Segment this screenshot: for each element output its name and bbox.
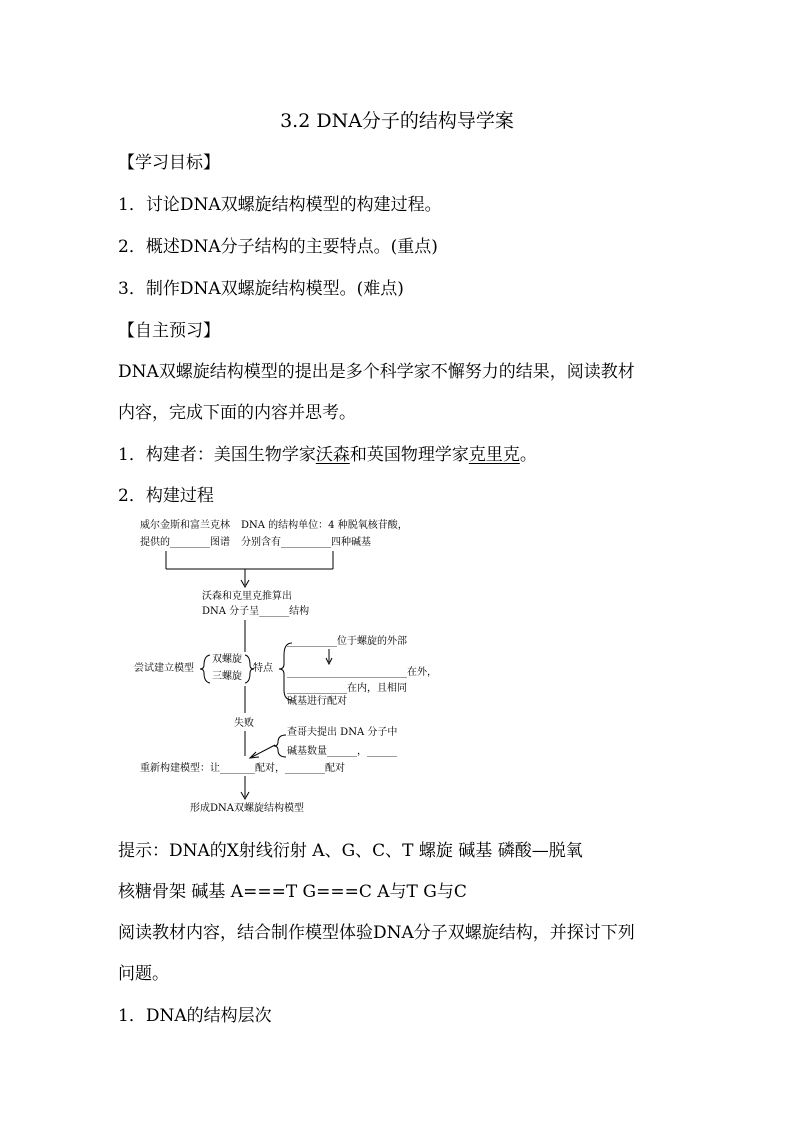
try-model-label: 尝试建立模型 xyxy=(134,663,194,674)
feature-3: ____________在内，且相同 xyxy=(287,683,407,694)
preview-heading: 【自主预习】 xyxy=(118,321,220,341)
hint-line2: 核糖骨架 碱基 A===T G===C A与T G与C xyxy=(118,882,467,902)
box1-line1: 威尔金斯和富兰克林 xyxy=(140,520,230,531)
brace-helix xyxy=(200,655,210,683)
builder-watson: 沃森 xyxy=(315,445,350,465)
preview-intro-line2: 内容，完成下面的内容并思考。 xyxy=(118,403,356,423)
infer-line2: DNA 分子呈______结构 xyxy=(202,606,310,617)
box2-line1: DNA 的结构单位：4 种脱氧核苷酸， xyxy=(241,520,408,531)
section-1-heading: 1．DNA的结构层次 xyxy=(118,1006,272,1026)
box2-line2: 分别含有__________四种碱基 xyxy=(241,537,371,548)
fail-label: 失败 xyxy=(234,718,254,729)
chargaff-arrow-head xyxy=(250,752,259,758)
read-line1: 阅读教材内容，结合制作模型体验DNA分子双螺旋结构，并探讨下列 xyxy=(118,923,635,943)
process-heading: 2．构建过程 xyxy=(118,486,214,506)
brace-chargaff xyxy=(274,735,286,757)
feature-4: 碱基进行配对 xyxy=(287,696,347,707)
goals-heading: 【学习目标】 xyxy=(118,153,220,173)
chargaff-line1: 查哥夫提出 DNA 分子中 xyxy=(287,727,398,738)
chargaff-arrow-shaft xyxy=(252,745,275,757)
read-line2: 问题。 xyxy=(118,964,169,984)
infer-line1: 沃森和克里克推算出 xyxy=(202,591,292,602)
box1-line2: 提供的________图谱 xyxy=(140,537,230,548)
builders-suffix: 。 xyxy=(519,445,537,465)
chargaff-line2: 碱基数量______，______ xyxy=(287,746,397,757)
result-label: 形成DNA双螺旋结构模型 xyxy=(190,803,304,814)
triple-helix-option: 三螺旋 xyxy=(212,671,242,682)
hint-line1: 提示：DNA的X射线衍射 A、G、C、T 螺旋 碱基 磷酸—脱氧 xyxy=(118,841,583,861)
builders-prefix: 1．构建者：美国生物学家 xyxy=(118,445,316,465)
features-label: 特点 xyxy=(253,663,273,674)
builder-crick: 克里克 xyxy=(468,445,520,465)
builders-mid: 和英国物理学家 xyxy=(349,445,469,465)
feature-2: ________________________在外， xyxy=(287,667,437,678)
goal-item-2: 2．概述DNA分子结构的主要特点。(重点) xyxy=(118,237,438,257)
double-helix-option: 双螺旋 xyxy=(212,654,242,665)
rebuild-line: 重新构建模型：让_______配对，________配对 xyxy=(140,763,345,774)
goal-item-1: 1．讨论DNA双螺旋结构模型的构建过程。 xyxy=(118,195,442,215)
goal-item-3: 3．制作DNA双螺旋结构模型。(难点) xyxy=(118,279,404,299)
page-title: 3.2 DNA分子的结构导学案 xyxy=(280,110,514,132)
preview-intro-line1: DNA双螺旋结构模型的提出是多个科学家不懈努力的结果，阅读教材 xyxy=(118,362,635,382)
feature-1: __________位于螺旋的外部 xyxy=(287,636,407,647)
